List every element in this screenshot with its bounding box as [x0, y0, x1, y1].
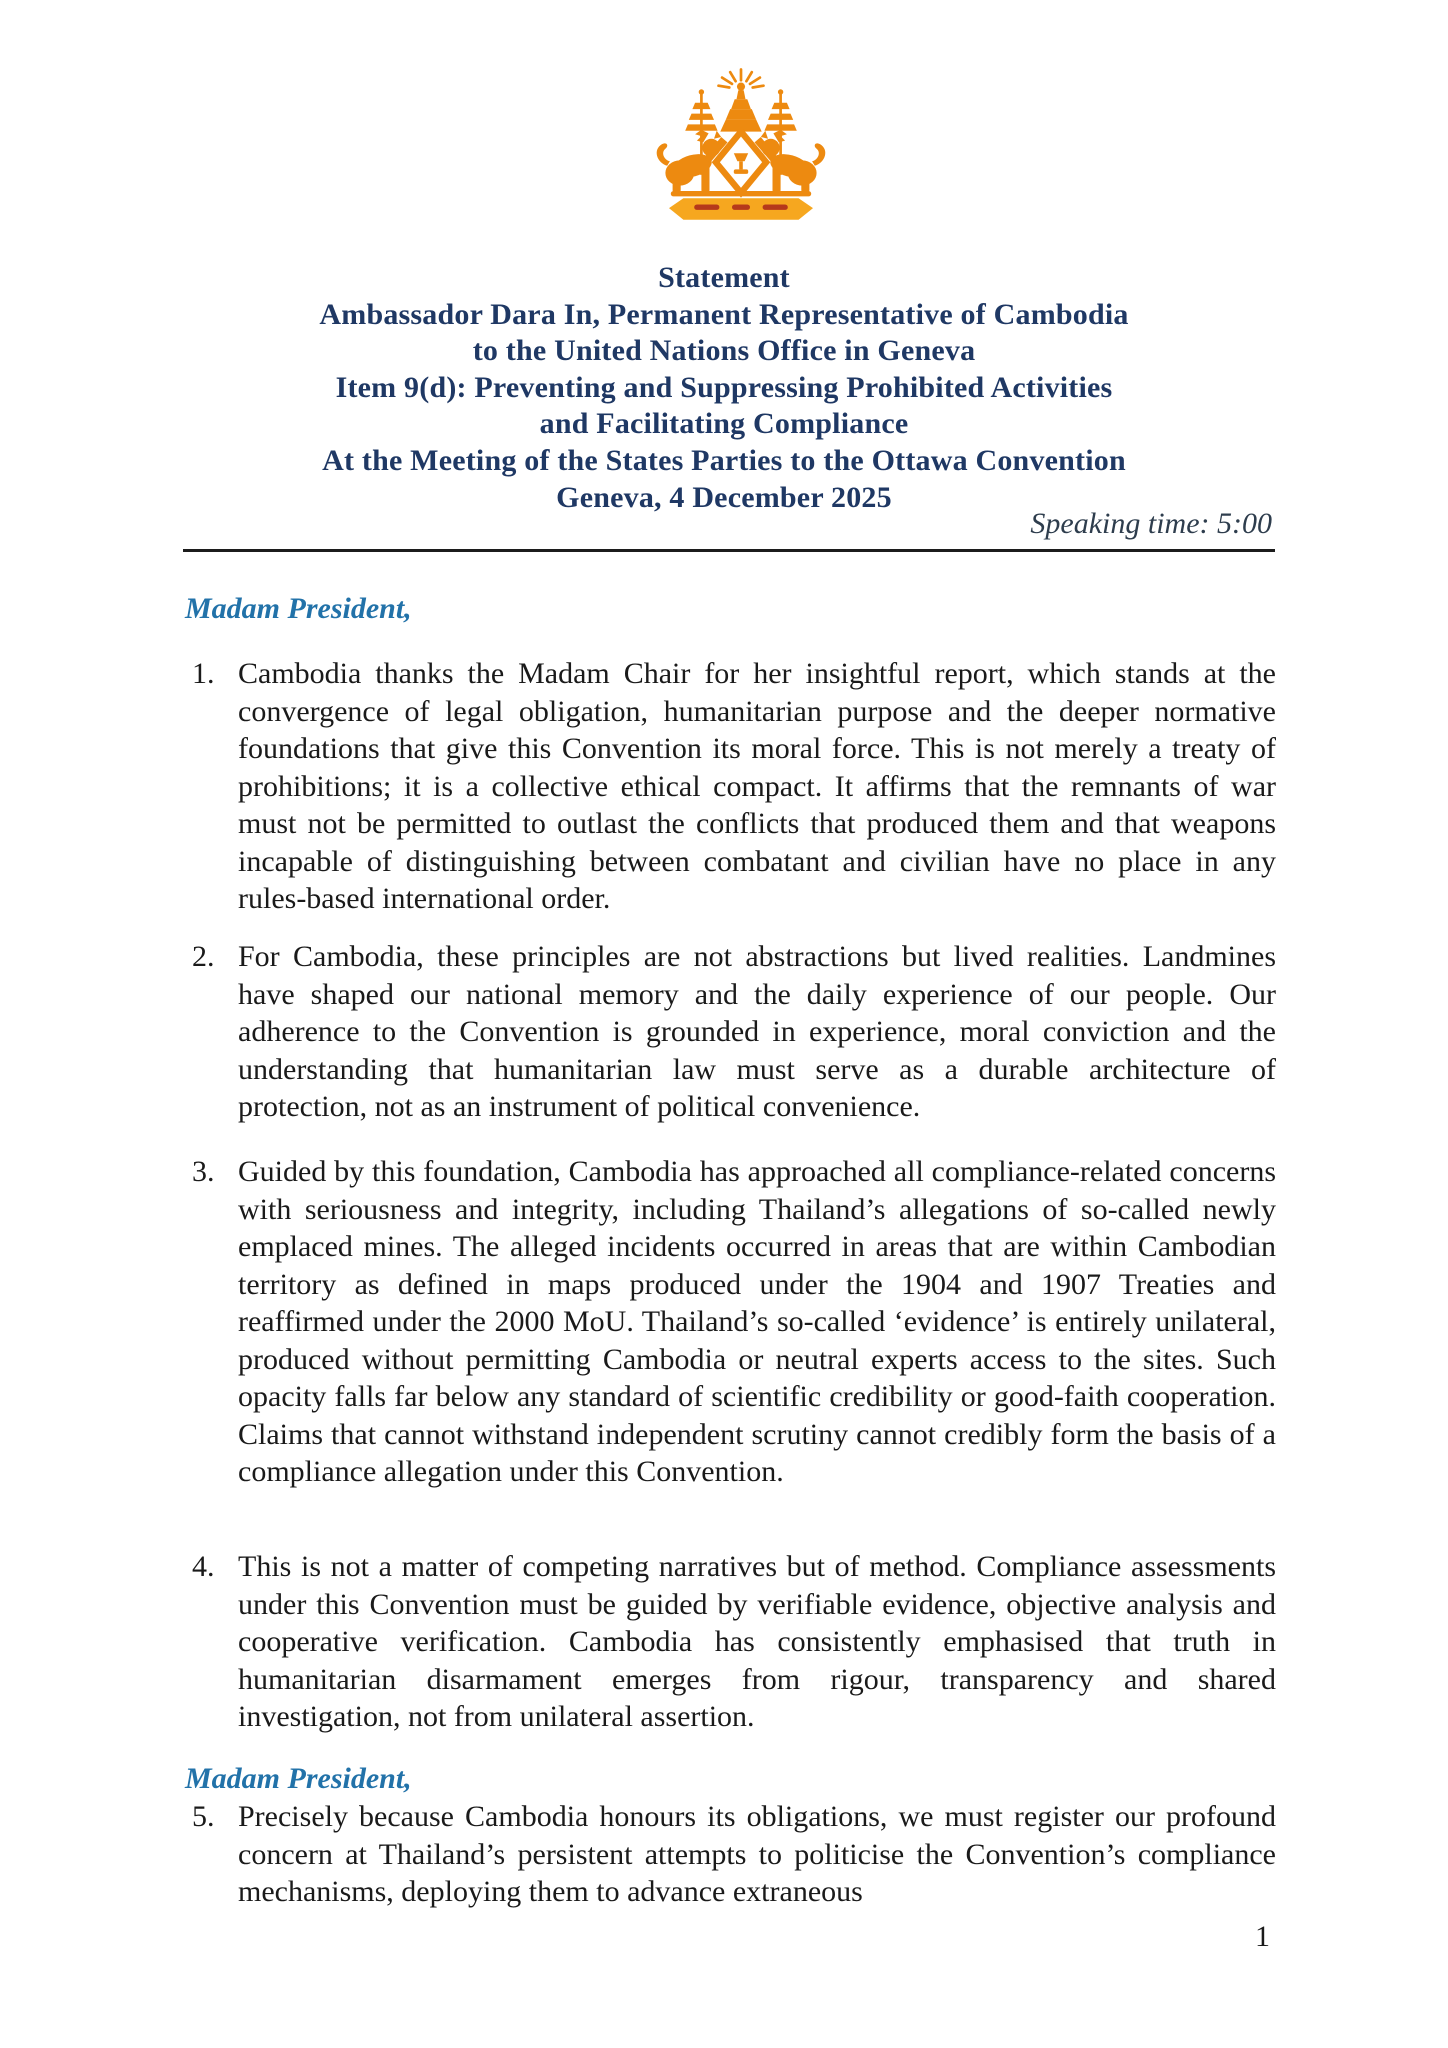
- paragraph-number: 4.: [192, 1550, 215, 1583]
- paragraph-number: 3.: [192, 1155, 215, 1188]
- title-line-meeting: At the Meeting of the States Parties to the Ottawa Convention: [322, 443, 1126, 477]
- paragraph-text: Precisely because Cambodia honours its obligations, we must register our profound concern at Thailand’s persistent attempts to politicise the Convention’s compliance mechanisms, deploying them to advance extraneous: [238, 1800, 1276, 1908]
- title-line-compliance: and Facilitating Compliance: [539, 407, 909, 441]
- paragraph-text: This is not a matter of competing narratives but of method. Compliance assessments under this Convention must be guided by verifiable evidence, objective analysis and cooperative verification. Cambodia has consistently emphasised that truth in humanitarian disarmament emerges from rigour, transparency and shared investigation, not from unilateral assertion.: [238, 1550, 1276, 1733]
- paragraph-5: [185, 1798, 1276, 1911]
- salutation-second: Madam President,: [185, 1762, 412, 1795]
- paragraph-4: [185, 1548, 1276, 1736]
- crest-script-marks: [694, 205, 788, 210]
- title-line-date: Geneva, 4 December 2025: [556, 480, 892, 514]
- paragraph-2: [185, 938, 1276, 1126]
- paragraph-number: 2.: [192, 940, 215, 973]
- paragraph-1: [185, 655, 1276, 918]
- title-block: [178, 260, 1270, 516]
- title-line-ambassador: Ambassador Dara In, Permanent Representative of Cambodia: [319, 297, 1129, 331]
- paragraph-text: Cambodia thanks the Madam Chair for her insightful report, which stands at the convergence of legal obligation, humanitarian purpose and the deeper normative foundations that give this Convention its moral force. This is not merely a treaty of prohibitions; it is a collective ethical compact. It affirms that the remnants of war must not be permitted to outlast the conflicts that produced them and that weapons incapable of distinguishing between combatant and civilian have no place in any rules-based international order.: [238, 657, 1276, 915]
- salutation-first: Madam President,: [185, 592, 412, 625]
- paragraph-text: Guided by this foundation, Cambodia has approached all compliance-related concerns with seriousness and integrity, including Thailand’s allegations of so-called newly emplaced mines. The alleged incidents occurred in areas that are within Cambodian territory as defined in maps produced under the 1904 and 1907 Treaties and reaffirmed under the 2000 MoU. Thailand’s so-called ‘evidence’ is entirely unilateral, produced without permitting Cambodia or neutral experts access to the sites. Such opacity falls far below any standard of scientific credibility or good-faith cooperation. Claims that cannot withstand independent scrutiny cannot credibly form the basis of a compliance allegation under this Convention.: [238, 1155, 1276, 1488]
- paragraph-text: For Cambodia, these principles are not abstractions but lived realities. Landmines have shaped our national memory and the daily experience of our people. Our adherence to the Convention is grounded in experience, moral conviction and the understanding that humanitarian law must serve as a durable architecture of protection, not as an instrument of political convenience.: [238, 940, 1276, 1123]
- speaking-time: Speaking time: 5:00: [1030, 507, 1272, 540]
- paragraph-number: 5.: [192, 1800, 215, 1833]
- title-line-item: Item 9(d): Preventing and Suppressing Prohibited Activities: [335, 370, 1113, 404]
- paragraph-3: [185, 1153, 1276, 1491]
- paragraph-number: 1.: [192, 657, 215, 690]
- page-number: 1: [1255, 1920, 1270, 1953]
- title-line-statement: Statement: [658, 261, 790, 294]
- title-line-office: to the United Nations Office in Geneva: [472, 334, 976, 368]
- divider-rule: [183, 549, 1275, 552]
- cambodia-royal-arms-icon: [642, 58, 840, 234]
